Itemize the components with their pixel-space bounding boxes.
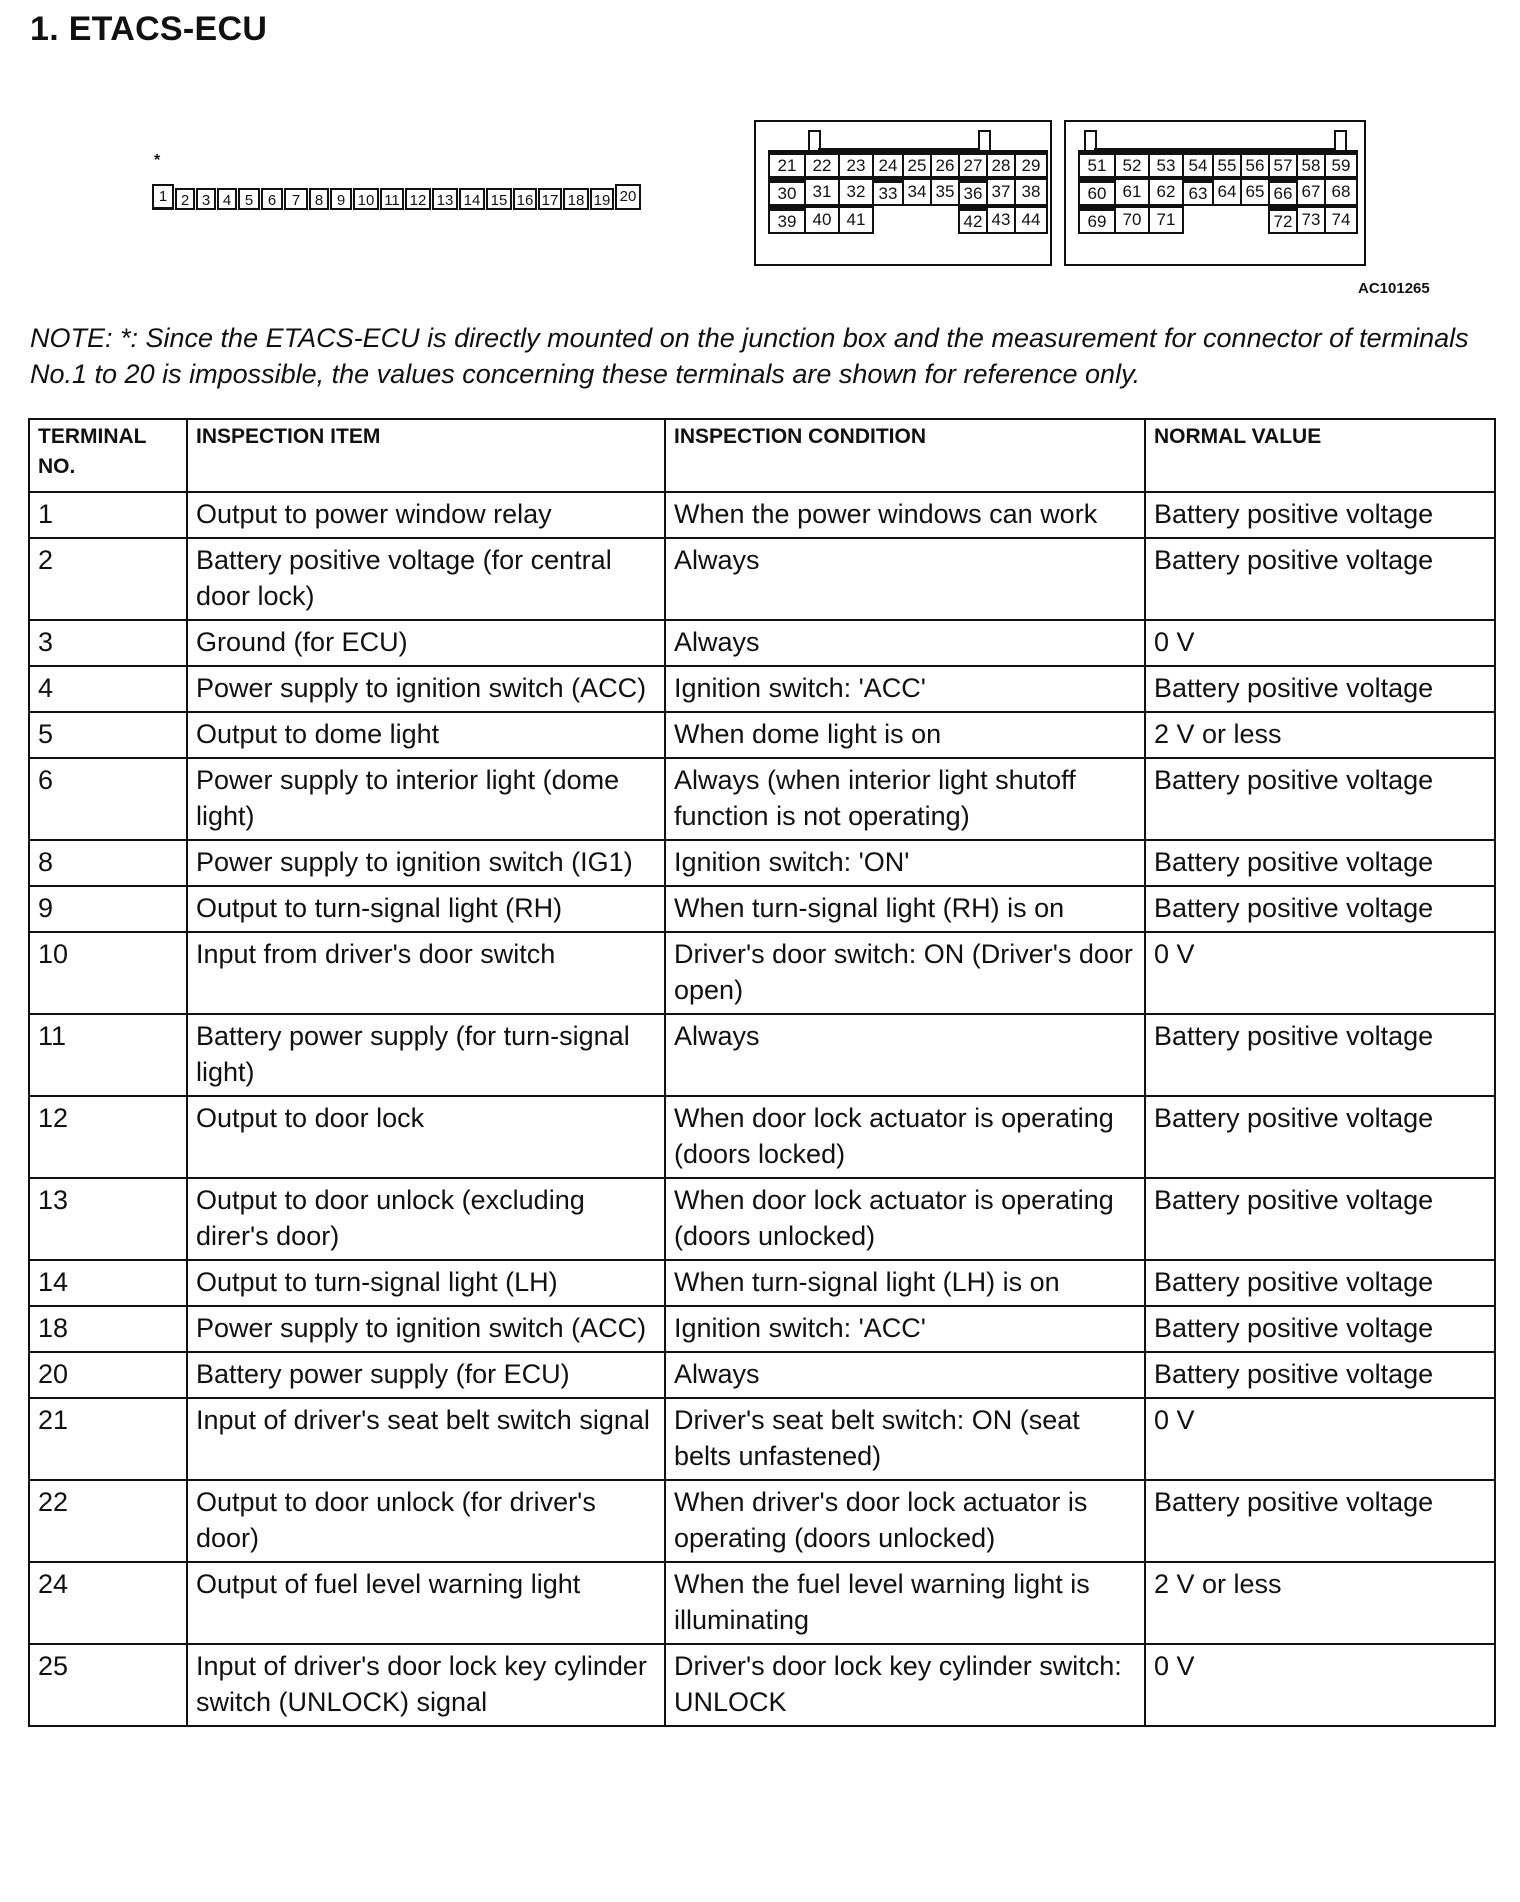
- strip-pin: 5: [238, 188, 260, 210]
- connector-pin: 65: [1240, 178, 1270, 206]
- strip-pin: 3: [196, 188, 216, 210]
- cell-normal-value: Battery positive voltage: [1145, 1352, 1495, 1398]
- connector-pin: 60: [1078, 178, 1116, 206]
- cell-normal-value: 0 V: [1145, 932, 1495, 1014]
- connector-pin: 39: [768, 206, 806, 234]
- cell-normal-value: Battery positive voltage: [1145, 492, 1495, 538]
- cell-terminal-no: 3: [29, 620, 187, 666]
- cell-terminal-no: 9: [29, 886, 187, 932]
- cell-normal-value: 0 V: [1145, 1644, 1495, 1726]
- strip-pin: 16: [513, 188, 537, 210]
- connector-pin: 28: [986, 150, 1016, 178]
- connector-pin: 23: [838, 150, 874, 178]
- reference-star: *: [154, 152, 161, 169]
- table-row: [29, 1014, 1495, 1096]
- table-row: [29, 1562, 1495, 1644]
- header-normal-value: NORMAL VALUE: [1145, 419, 1495, 492]
- table-row: [29, 712, 1495, 758]
- header-terminal-no: TERMINAL NO.: [29, 419, 187, 492]
- cell-inspection-condition: When door lock actuator is operating (doors locked): [665, 1096, 1145, 1178]
- terminal-spec-table: [28, 418, 1496, 1727]
- cell-terminal-no: 14: [29, 1260, 187, 1306]
- strip-pin: 14: [459, 188, 485, 210]
- connector-pin: 52: [1114, 150, 1150, 178]
- connector-pin: 42: [958, 206, 988, 234]
- cell-inspection-item: Output to door unlock (excluding direr's door): [187, 1178, 665, 1260]
- cell-inspection-item: Power supply to interior light (dome light): [187, 758, 665, 840]
- cell-normal-value: 2 V or less: [1145, 1562, 1495, 1644]
- cell-terminal-no: 13: [29, 1178, 187, 1260]
- cell-terminal-no: 6: [29, 758, 187, 840]
- cell-inspection-item: Power supply to ignition switch (ACC): [187, 1306, 665, 1352]
- connector-pin: 61: [1114, 178, 1150, 206]
- connector-pin: 21: [768, 150, 806, 178]
- cell-inspection-item: Power supply to ignition switch (ACC): [187, 666, 665, 712]
- figure-id: AC101265: [1358, 280, 1430, 297]
- table-row: [29, 1178, 1495, 1260]
- cell-inspection-item: Input of driver's door lock key cylinder switch (UNLOCK) signal: [187, 1644, 665, 1726]
- table-row: [29, 538, 1495, 620]
- cell-inspection-item: Output of fuel level warning light: [187, 1562, 665, 1644]
- strip-pin: 19: [590, 188, 614, 210]
- table-row: [29, 758, 1495, 840]
- strip-pin: 13: [432, 188, 458, 210]
- connector-pin: 41: [838, 206, 874, 234]
- cell-inspection-condition: Always: [665, 538, 1145, 620]
- cell-terminal-no: 8: [29, 840, 187, 886]
- cell-inspection-condition: Always: [665, 620, 1145, 666]
- cell-normal-value: Battery positive voltage: [1145, 886, 1495, 932]
- cell-terminal-no: 25: [29, 1644, 187, 1726]
- connector-pin: 51: [1078, 150, 1116, 178]
- connector-pin: 67: [1296, 178, 1326, 206]
- connector-pin: 30: [768, 178, 806, 206]
- table-row: [29, 932, 1495, 1014]
- connector-pin: 35: [930, 178, 960, 206]
- cell-inspection-item: Output to dome light: [187, 712, 665, 758]
- cell-normal-value: Battery positive voltage: [1145, 1178, 1495, 1260]
- strip-pin: 12: [405, 188, 431, 210]
- connector-pin: 31: [804, 178, 840, 206]
- table-row: [29, 666, 1495, 712]
- cell-normal-value: Battery positive voltage: [1145, 758, 1495, 840]
- cell-inspection-item: Output to power window relay: [187, 492, 665, 538]
- connector-pin: 25: [902, 150, 932, 178]
- table-row: [29, 620, 1495, 666]
- connector-pin: 73: [1296, 206, 1326, 234]
- table-row: [29, 1644, 1495, 1726]
- cell-normal-value: 0 V: [1145, 620, 1495, 666]
- connector-pin: 22: [804, 150, 840, 178]
- cell-inspection-condition: Ignition switch: 'ON': [665, 840, 1145, 886]
- cell-inspection-condition: When driver's door lock actuator is operating (doors unlocked): [665, 1480, 1145, 1562]
- pin-gap: [1240, 206, 1270, 234]
- connector-pin: 44: [1014, 206, 1048, 234]
- pin-gap: [1212, 206, 1242, 234]
- cell-inspection-condition: When dome light is on: [665, 712, 1145, 758]
- connector-b: [1064, 120, 1366, 266]
- connector-pin: 36: [958, 178, 988, 206]
- cell-inspection-item: Input from driver's door switch: [187, 932, 665, 1014]
- cell-normal-value: Battery positive voltage: [1145, 840, 1495, 886]
- table-row: [29, 1352, 1495, 1398]
- table-row: [29, 1306, 1495, 1352]
- connector-pin: 63: [1182, 178, 1214, 206]
- page-title: 1. ETACS-ECU: [30, 10, 268, 48]
- strip-pin: 7: [284, 188, 308, 210]
- connector-pin: 74: [1324, 206, 1358, 234]
- cell-terminal-no: 18: [29, 1306, 187, 1352]
- cell-normal-value: 0 V: [1145, 1398, 1495, 1480]
- connector-pin: 29: [1014, 150, 1048, 178]
- cell-terminal-no: 5: [29, 712, 187, 758]
- cell-terminal-no: 11: [29, 1014, 187, 1096]
- header-inspection-condition: INSPECTION CONDITION: [665, 419, 1145, 492]
- table-row: [29, 840, 1495, 886]
- cell-terminal-no: 10: [29, 932, 187, 1014]
- strip-pin: 1: [152, 184, 174, 210]
- connector-b-pins: [1080, 150, 1358, 234]
- cell-terminal-no: 1: [29, 492, 187, 538]
- pin-gap: [1182, 206, 1214, 234]
- cell-normal-value: 2 V or less: [1145, 712, 1495, 758]
- connector-pin: 64: [1212, 178, 1242, 206]
- cell-inspection-condition: When turn-signal light (LH) is on: [665, 1260, 1145, 1306]
- cell-inspection-condition: Ignition switch: 'ACC': [665, 666, 1145, 712]
- cell-inspection-item: Output to door unlock (for driver's door): [187, 1480, 665, 1562]
- strip-pin: 15: [486, 188, 512, 210]
- cell-terminal-no: 21: [29, 1398, 187, 1480]
- connector-pin: 70: [1114, 206, 1150, 234]
- cell-inspection-condition: Ignition switch: 'ACC': [665, 1306, 1145, 1352]
- strip-pin: 6: [261, 188, 283, 210]
- connector-a-pins: [770, 150, 1048, 234]
- connector-a: [754, 120, 1052, 266]
- connector-pin: 71: [1148, 206, 1184, 234]
- cell-normal-value: Battery positive voltage: [1145, 1014, 1495, 1096]
- cell-inspection-item: Battery power supply (for ECU): [187, 1352, 665, 1398]
- cell-inspection-item: Power supply to ignition switch (IG1): [187, 840, 665, 886]
- cell-inspection-condition: When the fuel level warning light is illuminating: [665, 1562, 1145, 1644]
- connector-pin: 59: [1324, 150, 1358, 178]
- cell-inspection-condition: When the power windows can work: [665, 492, 1145, 538]
- cell-normal-value: Battery positive voltage: [1145, 538, 1495, 620]
- connector-pin: 43: [986, 206, 1016, 234]
- strip-pin: 9: [330, 188, 352, 210]
- table-row: [29, 1398, 1495, 1480]
- connector-pin: 66: [1268, 178, 1298, 206]
- cell-inspection-item: Battery power supply (for turn-signal light): [187, 1014, 665, 1096]
- connector-pin: 34: [902, 178, 932, 206]
- cell-inspection-condition: Always: [665, 1014, 1145, 1096]
- strip-pin: 2: [175, 188, 195, 210]
- cell-inspection-condition: When turn-signal light (RH) is on: [665, 886, 1145, 932]
- connector-pin: 33: [872, 178, 904, 206]
- connector-pin: 24: [872, 150, 904, 178]
- cell-inspection-condition: Driver's door switch: ON (Driver's door open): [665, 932, 1145, 1014]
- connector-strip-1-20: [152, 184, 642, 210]
- cell-normal-value: Battery positive voltage: [1145, 1480, 1495, 1562]
- connector-pin: 53: [1148, 150, 1184, 178]
- cell-inspection-condition: Always: [665, 1352, 1145, 1398]
- connector-pin: 38: [1014, 178, 1048, 206]
- cell-normal-value: Battery positive voltage: [1145, 1306, 1495, 1352]
- connector-pin: 56: [1240, 150, 1270, 178]
- pin-gap: [902, 206, 932, 234]
- table-row: [29, 1480, 1495, 1562]
- table-header-row: [29, 419, 1495, 492]
- cell-inspection-item: Battery positive voltage (for central door lock): [187, 538, 665, 620]
- cell-terminal-no: 22: [29, 1480, 187, 1562]
- connector-pin: 32: [838, 178, 874, 206]
- strip-pin: 17: [538, 188, 562, 210]
- cell-inspection-condition: Driver's door lock key cylinder switch: UNLOCK: [665, 1644, 1145, 1726]
- table-row: [29, 886, 1495, 932]
- cell-inspection-item: Input of driver's seat belt switch signal: [187, 1398, 665, 1480]
- connector-pin: 69: [1078, 206, 1116, 234]
- strip-pin: 10: [353, 188, 379, 210]
- cell-inspection-condition: When door lock actuator is operating (doors unlocked): [665, 1178, 1145, 1260]
- cell-inspection-item: Output to door lock: [187, 1096, 665, 1178]
- strip-pin: 8: [309, 188, 329, 210]
- cell-normal-value: Battery positive voltage: [1145, 1096, 1495, 1178]
- connector-pin: 27: [958, 150, 988, 178]
- table-row: [29, 492, 1495, 538]
- cell-inspection-condition: Always (when interior light shutoff function is not operating): [665, 758, 1145, 840]
- connector-pin: 57: [1268, 150, 1298, 178]
- header-inspection-item: INSPECTION ITEM: [187, 419, 665, 492]
- connector-pin: 54: [1182, 150, 1214, 178]
- strip-pin: 4: [217, 188, 237, 210]
- pin-gap: [930, 206, 960, 234]
- strip-pin: 11: [380, 188, 404, 210]
- connector-pin: 55: [1212, 150, 1242, 178]
- cell-terminal-no: 24: [29, 1562, 187, 1644]
- cell-inspection-item: Output to turn-signal light (RH): [187, 886, 665, 932]
- cell-terminal-no: 2: [29, 538, 187, 620]
- cell-terminal-no: 20: [29, 1352, 187, 1398]
- connector-pin: 62: [1148, 178, 1184, 206]
- connector-pin: 58: [1296, 150, 1326, 178]
- cell-inspection-condition: Driver's seat belt switch: ON (seat belts unfastened): [665, 1398, 1145, 1480]
- cell-inspection-item: Ground (for ECU): [187, 620, 665, 666]
- cell-normal-value: Battery positive voltage: [1145, 666, 1495, 712]
- cell-terminal-no: 4: [29, 666, 187, 712]
- connector-pin: 37: [986, 178, 1016, 206]
- connector-pin: 68: [1324, 178, 1358, 206]
- connector-pin: 40: [804, 206, 840, 234]
- cell-terminal-no: 12: [29, 1096, 187, 1178]
- cell-normal-value: Battery positive voltage: [1145, 1260, 1495, 1306]
- connector-pin: 26: [930, 150, 960, 178]
- cell-inspection-item: Output to turn-signal light (LH): [187, 1260, 665, 1306]
- table-row: [29, 1260, 1495, 1306]
- connector-pin: 72: [1268, 206, 1298, 234]
- reference-note: NOTE: *: Since the ETACS-ECU is directly mounted on the junction box and the measurement for connector of terminals No.1 to 20 is impossible, the values concerning these terminals are shown for reference only.: [30, 323, 1469, 389]
- strip-pin: 18: [563, 188, 589, 210]
- strip-pin: 20: [615, 184, 641, 210]
- table-row: [29, 1096, 1495, 1178]
- pin-gap: [872, 206, 904, 234]
